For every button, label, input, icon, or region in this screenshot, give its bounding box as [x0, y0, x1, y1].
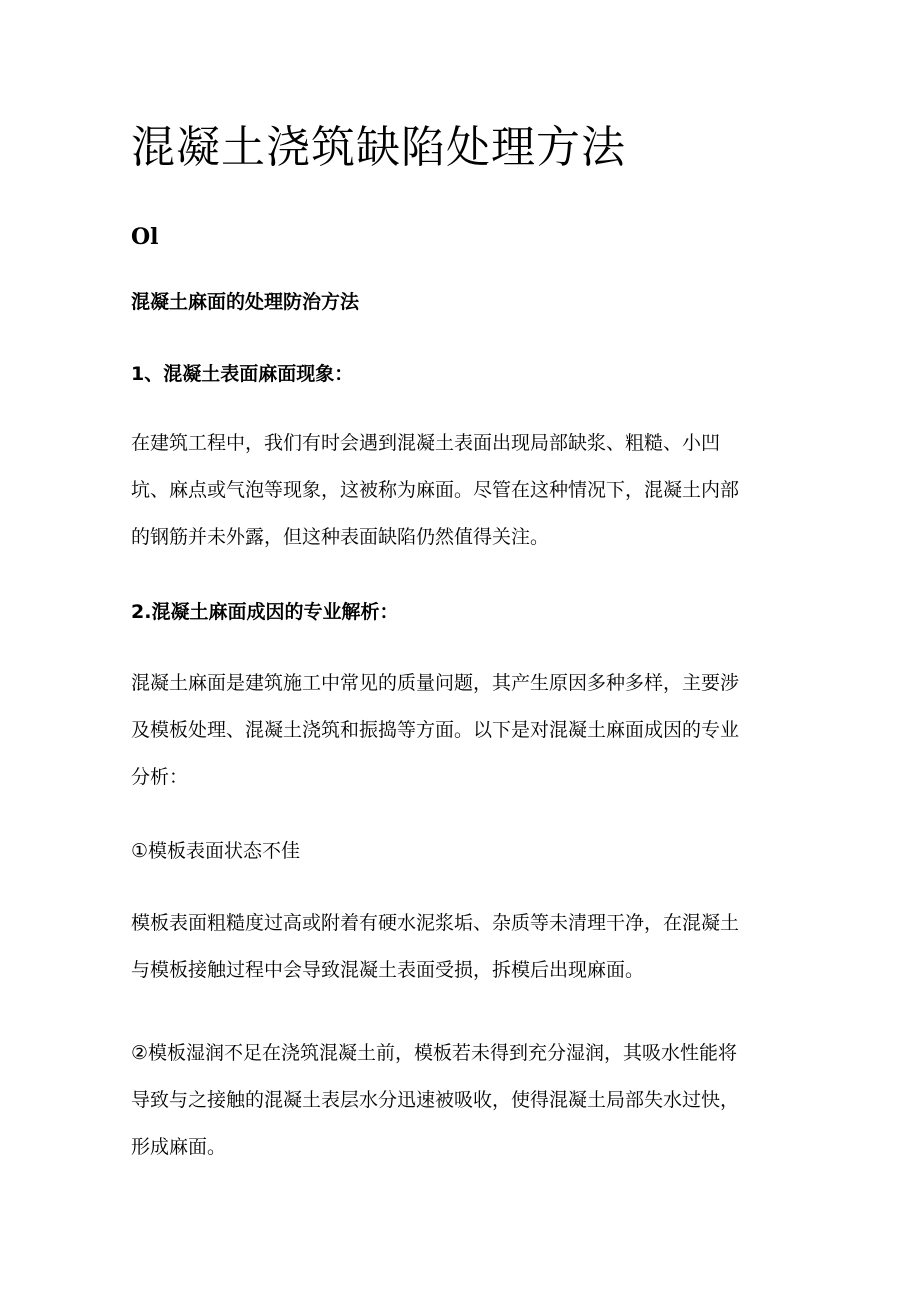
- paragraph-line: 模板表面粗糙度过高或附着有硬水泥浆垢、杂质等未清理干净，在混凝土: [131, 912, 740, 934]
- paragraph-line: 及模板处理、混凝土浇筑和振捣等方面。以下是对混凝土麻面成因的专业: [131, 719, 740, 741]
- paragraph-causes: [131, 660, 779, 801]
- paragraph-line: 的钢筋并未外露，但这种表面缺陷仍然值得关注。: [131, 526, 550, 548]
- paragraph-line: ②模板湿润不足在浇筑混凝土前，模板若未得到充分湿润，其吸水性能将: [131, 1042, 738, 1064]
- document-title: 混凝土浇筑缺陷处理方法: [131, 122, 626, 173]
- paragraph-template-moisture: [131, 1030, 779, 1171]
- paragraph-phenomenon: [131, 420, 779, 561]
- paragraph-line: 在建筑工程中，我们有时会遇到混凝土表面出现局部缺浆、粗糙、小凹: [131, 432, 721, 454]
- paragraph-line: ①模板表面状态不佳: [131, 840, 301, 862]
- paragraph-template-surface: [131, 900, 779, 994]
- paragraph-line: 分析：: [131, 766, 189, 788]
- section-heading: 混凝土麻面的处理防治方法: [131, 291, 360, 313]
- paragraph-line: 导致与之接触的混凝土表层水分迅速被吸收，使得混凝土局部失水过快，: [131, 1089, 740, 1111]
- section-number: Ol: [131, 224, 159, 250]
- paragraph-line: 形成麻面。: [131, 1136, 227, 1158]
- paragraph-line: 与模板接触过程中会导致混凝土表面受损，拆模后出现麻面。: [131, 959, 645, 981]
- paragraph-line: 混凝土麻面是建筑施工中常见的质量问题，其产生原因多种多样，主要涉: [131, 672, 740, 694]
- paragraph-line: 坑、麻点或气泡等现象，这被称为麻面。尽管在这种情况下，混凝土内部: [131, 479, 740, 501]
- item-1-title: [131, 828, 779, 875]
- subheading-causes: 2.混凝土麻面成因的专业解析：: [131, 601, 399, 623]
- subheading-phenomenon: 1、混凝土表面麻面现象：: [131, 363, 354, 385]
